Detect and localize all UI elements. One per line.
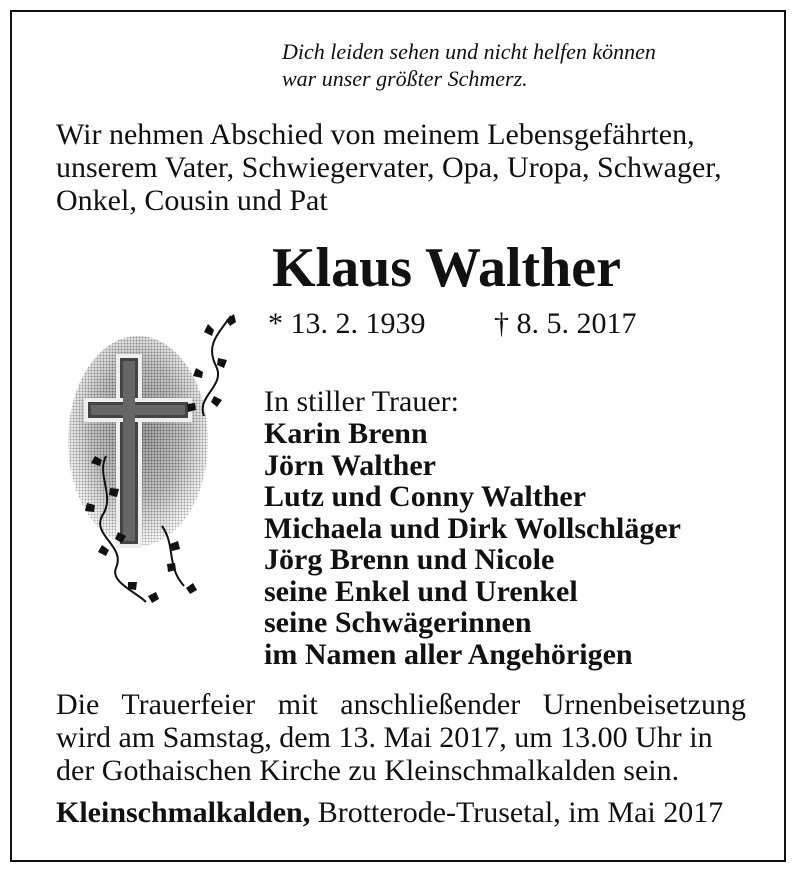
death-date: † 8. 5. 2017 [494, 307, 637, 340]
signoff-rest: Brotterode-Trusetal, im Mai 2017 [310, 796, 724, 829]
motto-line: Dich leiden sehen und nicht helfen können [282, 39, 656, 64]
intro-line: Wir nehmen Abschied von meinem Lebensgefährten, [56, 118, 695, 151]
intro-line: unserem Vater, Schwiegervater, Opa, Uropa, Schwager, [56, 151, 722, 184]
service-line: wird am Samstag, dem 13. Mai 2017, um 13.00 Uhr in [56, 721, 713, 754]
list-item: Lutz und Conny Walther [264, 480, 587, 513]
list-item: Karin Brenn [264, 417, 428, 450]
motto-line: war unser größter Schmerz. [282, 66, 528, 91]
life-dates [268, 306, 637, 342]
cross-with-ivy-icon [66, 306, 246, 606]
intro-line: Onkel, Cousin und Pat [56, 184, 328, 217]
motto-verse [282, 38, 762, 92]
list-item: im Namen aller Angehörigen [264, 637, 633, 671]
farewell-intro [56, 118, 756, 217]
mourner-names [264, 418, 764, 670]
list-item: seine Enkel und Urenkel [264, 574, 578, 608]
list-item: seine Schwägerinnen [264, 606, 532, 639]
funeral-service-info [56, 688, 746, 787]
list-item: Jörg Brenn und Nicole [264, 543, 555, 576]
service-line: der Gothaischen Kirche zu Kleinschmalkalden sein. [56, 754, 680, 787]
mourning-heading: In stiller Trauer: [264, 385, 459, 418]
list-item: Jörn Walther [264, 448, 436, 482]
deceased-name: Klaus Walther [272, 237, 622, 299]
place-and-date [56, 796, 723, 830]
mourners-list [264, 386, 764, 670]
list-item: Michaela und Dirk Wollschläger [264, 511, 681, 545]
signoff-place: Kleinschmalkalden, [56, 796, 311, 829]
birth-date: * 13. 2. 1939 [268, 307, 426, 340]
service-line: Die Trauerfeier mit anschließender Urnenbeisetzung [56, 688, 746, 721]
